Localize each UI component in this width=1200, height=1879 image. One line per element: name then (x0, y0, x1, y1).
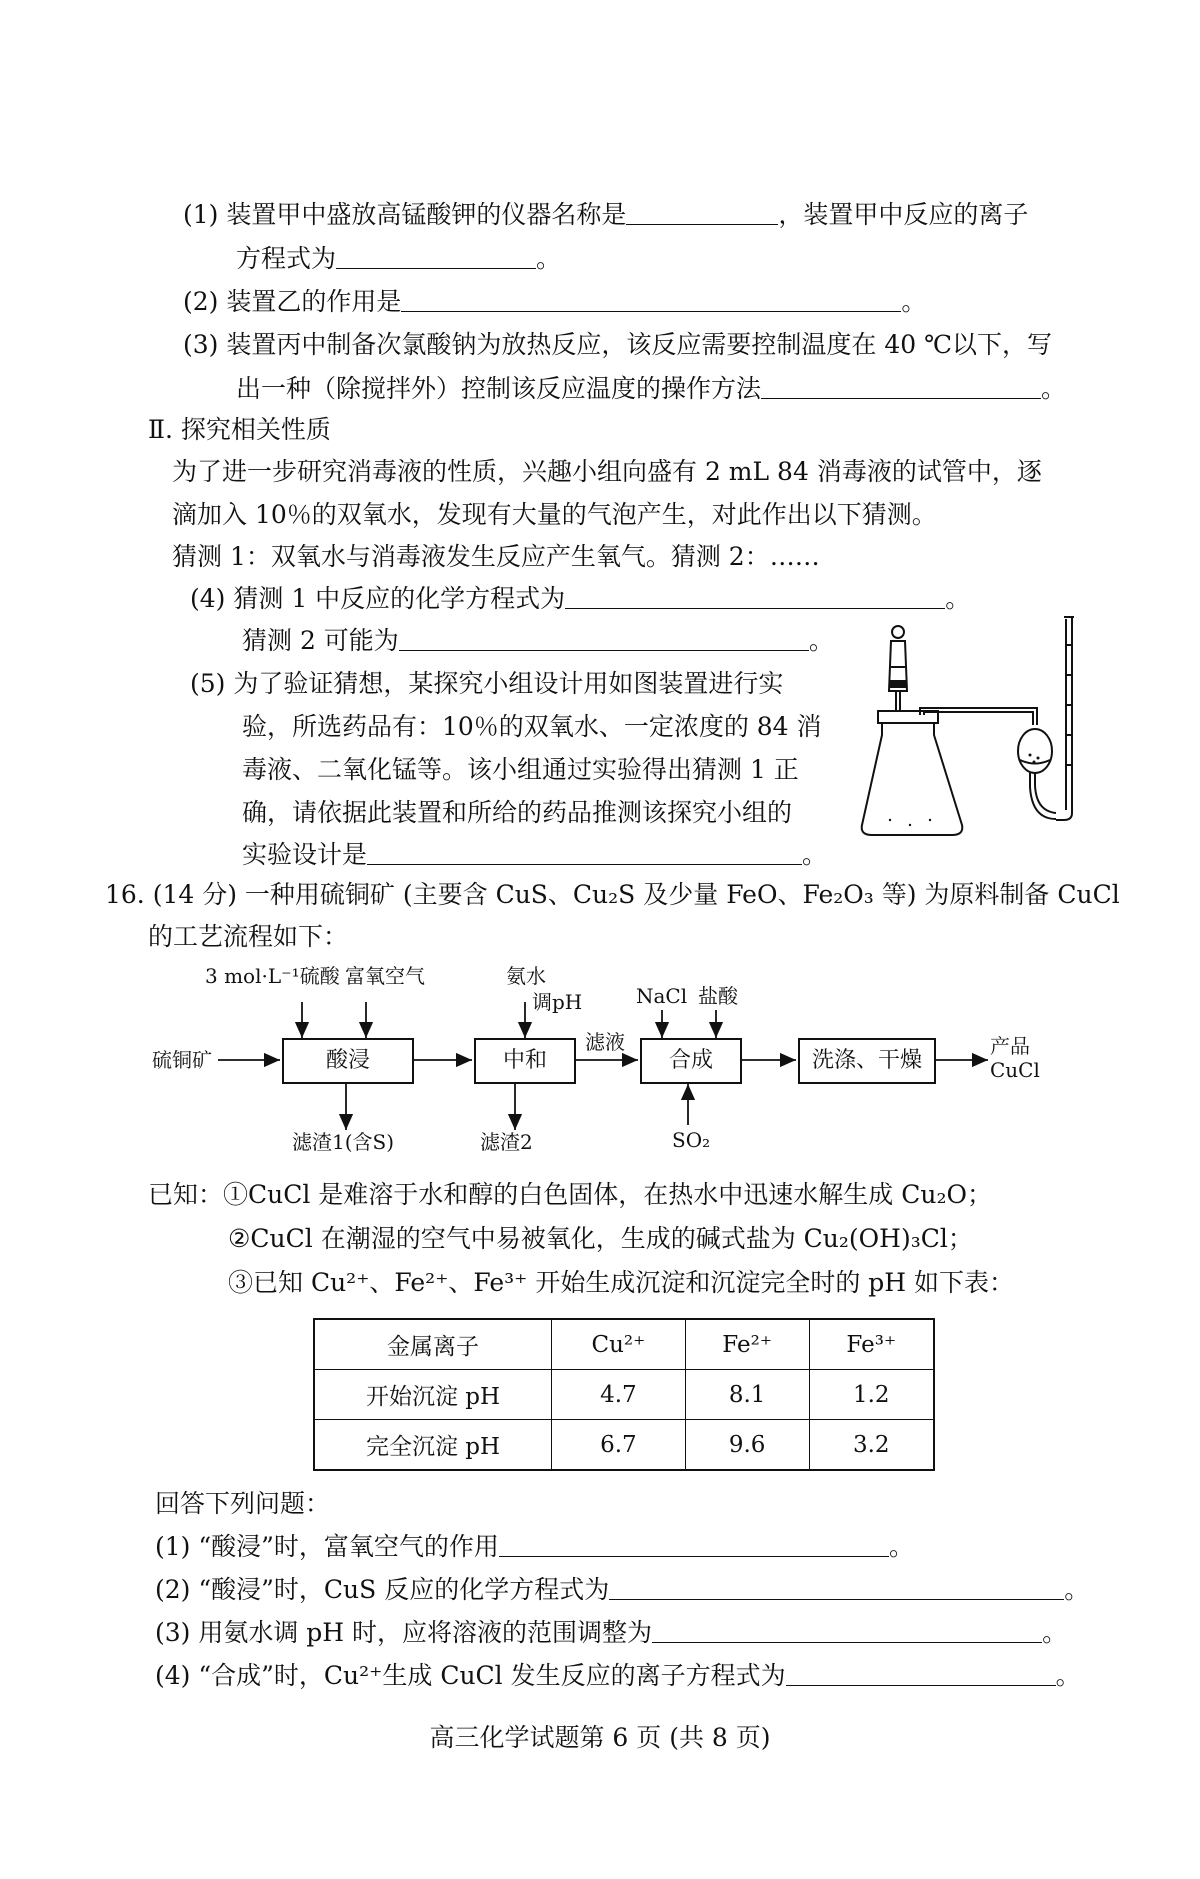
question-3: (3) 装置丙中制备次氯酸钠为放热反应，该反应需要控制温度在 40 ℃以下，写 (183, 330, 1053, 359)
question-1-cont: 方程式为 。 (236, 244, 562, 273)
table-cell: 开始沉淀 pH (314, 1370, 552, 1420)
table-cell: 3.2 (809, 1420, 934, 1471)
answer-blank[interactable] (761, 374, 1041, 399)
acid-leach-box: 酸浸 (282, 1038, 414, 1084)
guess-line: 猜测 1：双氧水与消毒液发生反应产生氧气。猜测 2：…… (172, 542, 820, 571)
so2-label: SO₂ (672, 1128, 711, 1152)
nacl-label: NaCl (636, 984, 688, 1008)
answer-3: (3) 用氨水调 pH 时，应将溶液的范围调整为 。 (155, 1618, 1068, 1647)
answer-blank[interactable] (401, 287, 901, 312)
answer-2: (2) “酸浸”时，CuS 反应的化学方程式为 。 (155, 1575, 1090, 1604)
funnel-stem (896, 691, 900, 711)
rubber-tube (1035, 773, 1056, 813)
product-cucl-label: CuCl (990, 1058, 1040, 1082)
question-16: 16. (14 分) 一种用硫铜矿 (主要含 CuS、Cu₂S 及少量 FeO、Fe₂O₃ 等) 为原料制备 CuCl (105, 880, 1120, 909)
table-cell: 4.7 (552, 1370, 686, 1420)
known-1: 已知：①CuCl 是难溶于水和醇的白色固体，在热水中迅速水解生成 Cu₂O； (148, 1180, 992, 1209)
intro-line-2: 滴加入 10％的双氧水，发现有大量的气泡产生，对此作出以下猜测。 (172, 500, 937, 529)
raw-material-label: 硫铜矿 (152, 1048, 212, 1072)
table-header-cell: Fe³⁺ (809, 1319, 934, 1370)
question-5: (5) 为了验证猜想，某探究小组设计用如图装置进行实 (190, 669, 784, 698)
question-5-line3: 毒液、二氧化锰等。该小组通过实验得出猜测 1 正 (242, 755, 799, 784)
known-3: ③已知 Cu²⁺、Fe²⁺、Fe³⁺ 开始生成沉淀和沉淀完全时的 pH 如下表： (228, 1268, 1015, 1297)
apparatus-diagram (860, 615, 1080, 845)
table-cell: 1.2 (809, 1370, 934, 1420)
answer-blank[interactable] (609, 1575, 1064, 1600)
synthesis-box: 合成 (640, 1038, 742, 1084)
question-3-cont: 出一种（除搅拌外）控制该反应温度的操作方法 。 (236, 374, 1067, 403)
table-header-cell: Cu²⁺ (552, 1319, 686, 1370)
answer-blank[interactable] (626, 200, 778, 225)
acid-label: 3 mol·L⁻¹硫酸 (205, 964, 340, 988)
question-4-cont: 猜测 2 可能为 。 (242, 626, 834, 655)
funnel-stopcock (891, 681, 905, 687)
adjust-ph-label: 调pH (532, 990, 583, 1014)
table-row (314, 1370, 934, 1420)
conical-flask (862, 715, 963, 835)
wash-dry-box: 洗涤、干燥 (798, 1038, 936, 1084)
answer-blank[interactable] (367, 840, 802, 865)
question-4: (4) 猜测 1 中反应的化学方程式为 。 (190, 584, 971, 613)
product-label: 产品 (990, 1034, 1030, 1058)
answer-blank[interactable] (399, 626, 809, 651)
residue2-label: 滤渣2 (480, 1130, 533, 1154)
neutralize-box: 中和 (474, 1038, 576, 1084)
gas-burette (1056, 617, 1072, 820)
table-cell: 9.6 (685, 1420, 809, 1471)
question-5-line4: 确，请依据此装置和所给的药品推测该探究小组的 (242, 798, 793, 827)
answer-blank[interactable] (565, 584, 945, 609)
table-cell: 完全沉淀 pH (314, 1420, 552, 1471)
known-2: ②CuCl 在潮湿的空气中易被氧化，生成的碱式盐为 Cu₂(OH)₃Cl； (228, 1224, 973, 1253)
table-row (314, 1420, 934, 1471)
table-header-cell: 金属离子 (314, 1319, 552, 1370)
hcl-label: 盐酸 (698, 984, 738, 1008)
intro-line-1: 为了进一步研究消毒液的性质，兴趣小组向盛有 2 mL 84 消毒液的试管中，逐 (172, 457, 1042, 486)
ammonia-label: 氨水 (506, 964, 546, 988)
question-5-line2: 验，所选药品有：10％的双氧水、一定浓度的 84 消 (242, 712, 822, 741)
answer-blank[interactable] (786, 1661, 1056, 1686)
table-row (314, 1319, 934, 1370)
page-footer: 高三化学试题第 6 页 (共 8 页) (429, 1723, 771, 1752)
question-number: (1) (183, 200, 219, 229)
question-1: (1) 装置甲中盛放高锰酸钾的仪器名称是 ，装置甲中反应的离子 (183, 200, 1029, 229)
question-16-cont: 的工艺流程如下： (148, 922, 349, 951)
table-cell: 8.1 (685, 1370, 809, 1420)
question-2: (2) 装置乙的作用是 。 (183, 287, 927, 316)
answer-blank[interactable] (499, 1532, 889, 1557)
funnel-stopper (892, 626, 904, 638)
answers-intro: 回答下列问题： (155, 1489, 331, 1518)
residue1-label: 滤渣1(含S) (292, 1130, 395, 1154)
answer-1: (1) “酸浸”时，富氧空气的作用 。 (155, 1532, 914, 1561)
answer-blank[interactable] (336, 244, 536, 269)
table-header-cell: Fe²⁺ (685, 1319, 809, 1370)
filtrate-label: 滤液 (585, 1030, 625, 1054)
answer-4: (4) “合成”时，Cu²⁺生成 CuCl 发生反应的离子方程式为 。 (155, 1661, 1081, 1690)
section-heading: Ⅱ. 探究相关性质 (148, 415, 331, 444)
air-label: 富氧空气 (345, 964, 425, 988)
bulb (1018, 729, 1052, 773)
ph-table (313, 1318, 935, 1471)
table-cell: 6.7 (552, 1420, 686, 1471)
answer-blank[interactable] (652, 1618, 1042, 1643)
question-5-line5: 实验设计是 。 (242, 840, 828, 869)
